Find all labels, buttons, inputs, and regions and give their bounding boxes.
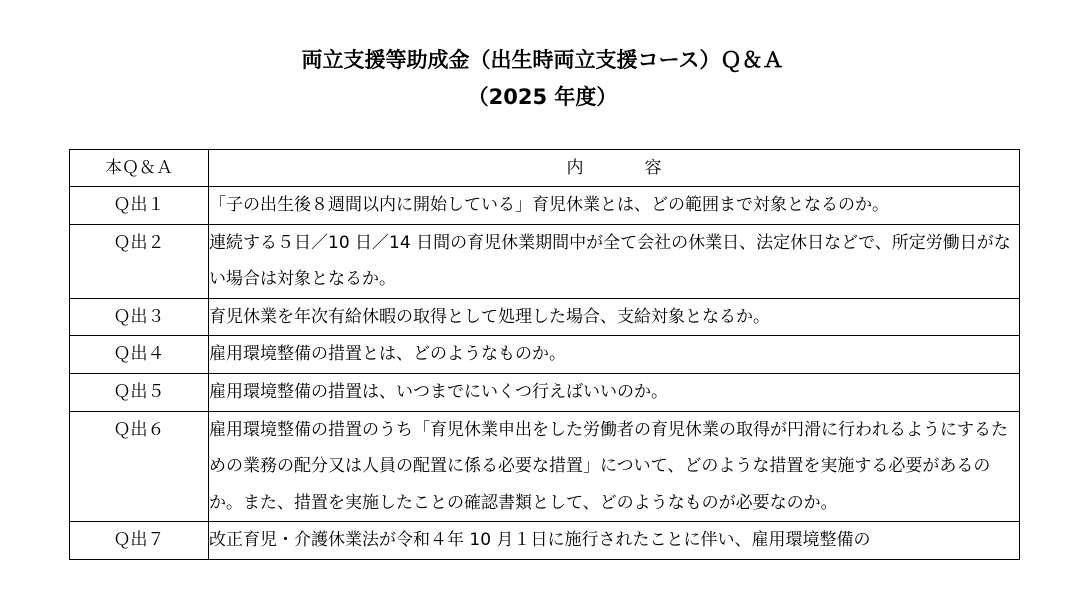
table-row xyxy=(70,522,1020,560)
table-row xyxy=(70,187,1020,225)
question-id: Ｑ出７ xyxy=(70,522,209,560)
qa-table xyxy=(69,149,1020,560)
question-text: 雇用環境整備の措置とは、どのようなものか。 xyxy=(209,336,1020,374)
question-text: 雇用環境整備の措置のうち「育児休業申出をした労働者の育児休業の取得が円滑に行われるようにするための業務の配分又は人員の配置に係る必要な措置」について、どのような措置を実施する必要があるのか。また、措置を実施したことの確認書類として、どのようなものが必要なのか。 xyxy=(209,411,1020,522)
question-id: Ｑ出６ xyxy=(70,411,209,522)
question-text: 「子の出生後８週間以内に開始している」育児休業とは、どの範囲まで対象となるのか。 xyxy=(209,187,1020,225)
document-title: 両立支援等助成金（出生時両立支援コース）Ｑ＆Ａ xyxy=(301,48,784,72)
table-row xyxy=(70,224,1020,298)
column-header-content: 内 容 xyxy=(209,150,1020,187)
table-row xyxy=(70,373,1020,411)
table-row xyxy=(70,336,1020,374)
question-id: Ｑ出２ xyxy=(70,224,209,298)
question-text: 雇用環境整備の措置は、いつまでにいくつ行えばいいのか。 xyxy=(209,373,1020,411)
question-id: Ｑ出４ xyxy=(70,336,209,374)
table-row xyxy=(70,298,1020,336)
question-id: Ｑ出５ xyxy=(70,373,209,411)
table-header-row xyxy=(70,150,1020,187)
question-text: 改正育児・介護休業法が令和４年 10 月１日に施行されたことに伴い、雇用環境整備の xyxy=(209,522,1020,560)
question-id: Ｑ出３ xyxy=(70,298,209,336)
question-text: 育児休業を年次有給休暇の取得として処理した場合、支給対象となるか。 xyxy=(209,298,1020,336)
table-row xyxy=(70,411,1020,522)
column-header-qa-number: 本Ｑ＆Ａ xyxy=(70,150,209,187)
document-subtitle-year: （2025 年度） xyxy=(467,85,618,109)
question-text: 連続する５日／10 日／14 日間の育児休業期間中が全て会社の休業日、法定休日などで、所定労働日がない場合は対象となるか。 xyxy=(209,224,1020,298)
question-id: Ｑ出１ xyxy=(70,187,209,225)
